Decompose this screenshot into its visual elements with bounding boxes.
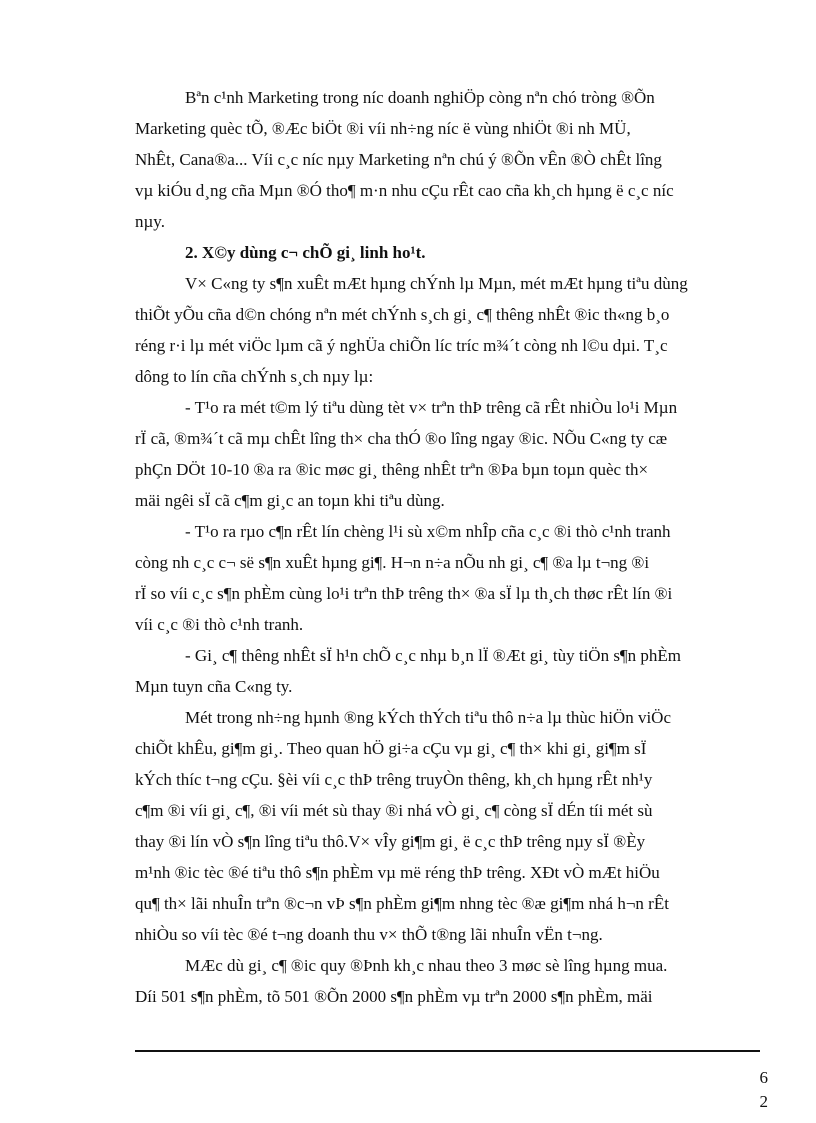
text-line: V× C«ng ty s¶n xuÊt mÆt hµng chÝnh lµ Mµn, mét mÆt hµng tiªu dùng xyxy=(185,274,688,293)
text-line: nµy. xyxy=(135,212,165,231)
text-line: rÏ so víi c¸c s¶n phÈm cùng lo¹i trªn thÞ trêng th× ®a sÏ lµ th¸ch thøc rÊt lín ®i xyxy=(135,584,673,603)
text-line: c¶m ®i víi gi¸ c¶, ®i víi mét sù thay ®i nhá vÒ gi¸ c¶ còng sÏ dÉn tíi mét sù xyxy=(135,801,653,820)
page-number-digit: 6 xyxy=(759,1068,768,1087)
text-line: NhÊt, Cana®a... Víi c¸c níc nµy Marketing nªn chú ý ®Õn vÊn ®Ò chÊt lîng xyxy=(135,150,662,169)
text-line: m¹nh ®ic tèc ®é tiªu thô s¶n phÈm vµ më réng thÞ trêng. XÐt vÒ mÆt hiÖu xyxy=(135,863,660,882)
page-content xyxy=(135,82,760,1012)
text-line: Marketing quèc tÕ, ®Æc biÖt ®i víi nh÷ng níc ë vùng nhiÖt ®i nh MÜ, xyxy=(135,119,631,138)
text-line: víi c¸c ®i thò c¹nh tranh. xyxy=(135,615,304,634)
paragraph-7 xyxy=(135,950,760,1012)
text-line: - T¹o ra mét t©m lý tiªu dùng tèt v× trªn thÞ trêng cã rÊt nhiÒu lo¹i Mµn xyxy=(185,398,678,417)
text-line: dông to lín cña chÝnh s¸ch nµy lµ: xyxy=(135,367,374,386)
text-line: Bªn c¹nh Marketing trong níc doanh nghiÖp còng nªn chó tròng ®Õn xyxy=(185,88,655,107)
page-number xyxy=(748,1066,768,1114)
text-line: kÝch thíc t¬ng cÇu. §èi víi c¸c thÞ trêng truyÒn thêng, kh¸ch hµng rÊt nh¹y xyxy=(135,770,653,789)
text-line: vµ kiÓu d¸ng cña Mµn ®Ó tho¶ m·n nhu cÇu rÊt cao cña kh¸ch hµng ë c¸c níc xyxy=(135,181,674,200)
paragraph-2 xyxy=(135,268,760,392)
page-number-digit: 2 xyxy=(759,1092,768,1111)
text-line: nhiÒu so víi tèc ®é t¬ng doanh thu v× thÕ t®ng lãi nhuÎn vËn t¬ng. xyxy=(135,925,603,944)
text-line: thay ®i lín vÒ s¶n lîng tiªu thô.V× vÎy gi¶m gi¸ ë c¸c thÞ trêng nµy sÏ ®Èy xyxy=(135,832,646,851)
text-line: qu¶ th× lãi nhuÎn trªn ®c¬n vÞ s¶n phÈm gi¶m nhng tèc ®æ gi¶m nhá h¬n rÊt xyxy=(135,894,669,913)
text-line: thiÕt yÕu cña d©n chóng nªn mét chÝnh s¸ch gi¸ c¶ thêng nhÊt ®ic th«ng b¸o xyxy=(135,305,670,324)
paragraph-1 xyxy=(135,82,760,237)
text-line: chiÕt khÊu, gi¶m gi¸. Theo quan hÖ gi÷a cÇu vµ gi¸ c¶ th× khi gi¸ gi¶m sÏ xyxy=(135,739,647,758)
paragraph-5 xyxy=(135,640,760,702)
text-line: rÏ cã, ®m¾´t cã mµ chÊt lîng th× cha thÓ ®o lîng ngay ®ic. NÕu C«ng ty cæ xyxy=(135,429,668,448)
text-line: còng nh c¸c c¬ së s¶n xuÊt hµng gi¶. H¬n n÷a nÕu nh gi¸ c¶ ®a lµ t¬ng ®i xyxy=(135,553,650,572)
footer-divider xyxy=(135,1050,760,1052)
text-line: réng r·i lµ mét viÖc lµm cã ý nghÜa chiÕn líc tríc m¾´t còng nh l©u dµi. T¸c xyxy=(135,336,668,355)
section-heading: 2. X©y dùng c¬ chÕ gi¸ linh ho¹t. xyxy=(185,243,426,262)
text-line: - Gi¸ c¶ thêng nhÊt sÏ h¹n chÕ c¸c nhµ b¸n lÏ ®Æt gi¸ tùy tiÖn s¶n phÈm xyxy=(185,646,681,665)
text-line: - T¹o ra rµo c¶n rÊt lín chèng l¹i sù x©m nhÎp cña c¸c ®i thò c¹nh tranh xyxy=(185,522,671,541)
paragraph-4 xyxy=(135,516,760,640)
paragraph-6 xyxy=(135,702,760,950)
text-line: mäi ngêi sÏ cã c¶m gi¸c an toµn khi tiªu dùng. xyxy=(135,491,445,510)
text-line: Mµn tuyn cña C«ng ty. xyxy=(135,677,293,696)
paragraph-3 xyxy=(135,392,760,516)
text-line: phÇn DÖt 10-10 ®a ra ®ic møc gi¸ thêng nhÊt trªn ®Þa bµn toµn quèc th× xyxy=(135,460,649,479)
text-line: MÆc dù gi¸ c¶ ®ic quy ®Þnh kh¸c nhau theo 3 møc sè lîng hµng mua. xyxy=(185,956,668,975)
text-line: Díi 501 s¶n phÈm, tõ 501 ®Õn 2000 s¶n phÈm vµ trªn 2000 s¶n phÈm, mäi xyxy=(135,987,653,1006)
text-line: Mét trong nh÷ng hµnh ®ng kÝch thÝch tiªu thô n÷a lµ thùc hiÖn viÖc xyxy=(185,708,671,727)
